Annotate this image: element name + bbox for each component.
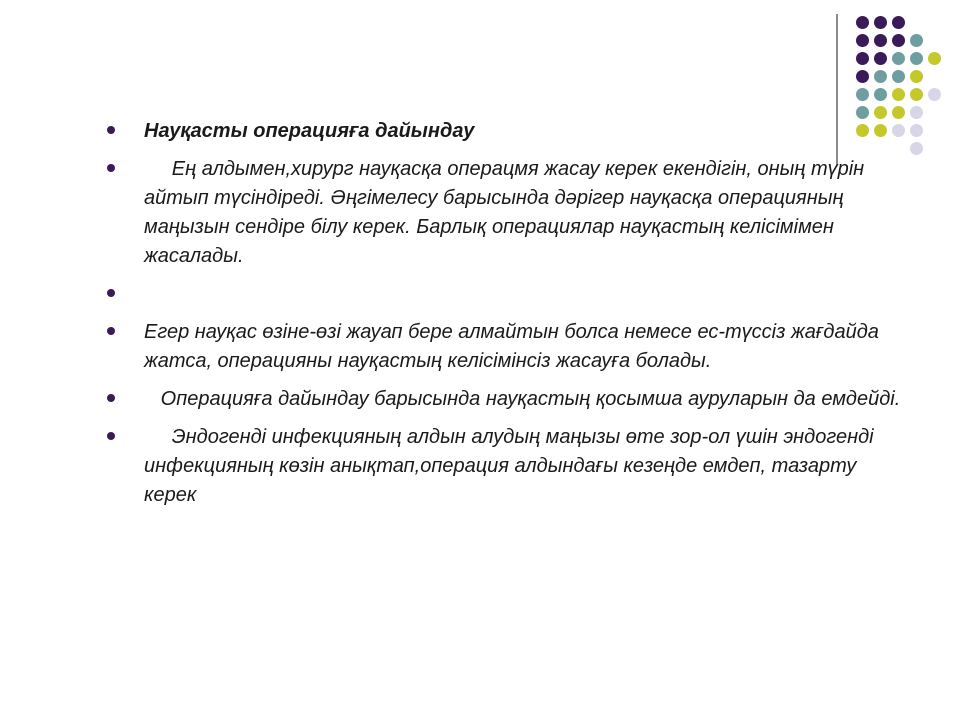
decorative-dot-icon (910, 52, 923, 65)
decorative-dot-icon (874, 52, 887, 65)
decorative-dot-icon (892, 16, 905, 29)
decorative-dot-icon (874, 70, 887, 83)
bullet-item (100, 318, 910, 376)
decorative-dot-icon (856, 34, 869, 47)
bullet-list (100, 117, 910, 510)
decorative-dot-icon (892, 70, 905, 83)
decorative-dot-icon (910, 70, 923, 83)
bullet-item-heading (100, 117, 910, 146)
bullet-text: Ең алдымен,хирург науқасқа операцмя жасау керек екендігін, оның түрін айтып түсіндіреді. Әңгімелесу барысында дәрігер науқасқа операцияның маңызын сендіре білу керек. Барлық операциялар науқастың келісімімен жасалады. (144, 158, 870, 267)
bullet-text: Операцияға дайындау барысында науқастың қосымша ауруларын да емдейді. (144, 388, 901, 410)
bullet-dot-icon (107, 164, 115, 172)
bullet-text: Науқасты операцияға дайындау (144, 120, 475, 142)
decorative-dot-icon (874, 88, 887, 101)
bullet-dot-icon (107, 289, 115, 297)
decorative-dot-icon (892, 88, 905, 101)
bullet-dot-icon (107, 126, 115, 134)
decorative-dot-icon (874, 34, 887, 47)
decorative-dot-icon (928, 88, 941, 101)
decorative-dot-icon (928, 52, 941, 65)
decorative-dot-icon (856, 16, 869, 29)
bullet-text: Эндогенді инфекцияның алдын алудың маңызы өте зор-ол үшін эндогенді инфекцияның көзін анықтап,операция алдындағы кезеңде емдеп, тазарту керек (144, 426, 880, 506)
slide-content (100, 117, 910, 519)
bullet-item (100, 423, 910, 510)
bullet-item-empty (100, 280, 910, 309)
bullet-text: Егер науқас өзіне-өзі жауап бере алмайтын болса немесе ес-түссіз жағдайда жатса, операцияны науқастың келісімінсіз жасауға болады. (144, 321, 879, 372)
decorative-dot-icon (910, 88, 923, 101)
decorative-dot-icon (910, 142, 923, 155)
bullet-dot-icon (107, 432, 115, 440)
decorative-dot-icon (910, 124, 923, 137)
decorative-dot-icon (910, 106, 923, 119)
decorative-dot-icon (892, 52, 905, 65)
bullet-dot-icon (107, 327, 115, 335)
decorative-dot-icon (892, 34, 905, 47)
bullet-item (100, 155, 910, 271)
bullet-item (100, 385, 910, 414)
decorative-dot-icon (856, 52, 869, 65)
decorative-dot-icon (856, 88, 869, 101)
bullet-dot-icon (107, 394, 115, 402)
decorative-dot-icon (910, 34, 923, 47)
decorative-dot-icon (874, 16, 887, 29)
decorative-dot-icon (856, 70, 869, 83)
